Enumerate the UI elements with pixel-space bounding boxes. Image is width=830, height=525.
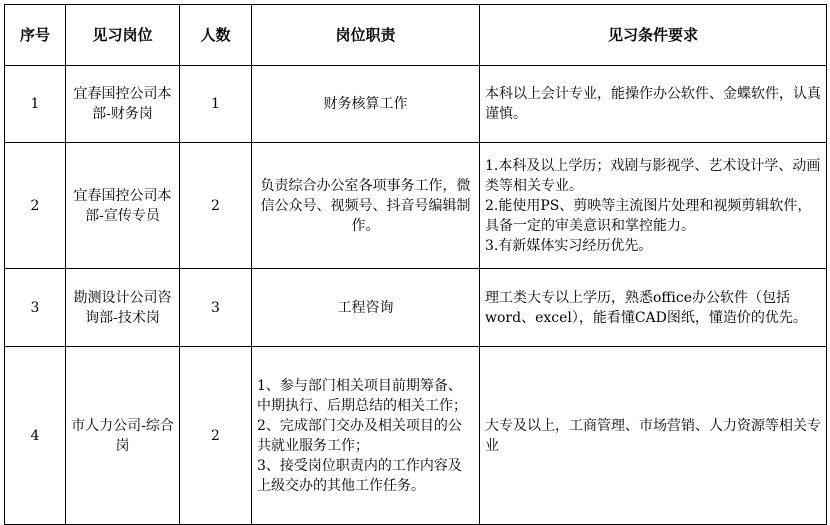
seq-text: 2 <box>30 197 40 214</box>
requirements-list <box>480 154 826 258</box>
table-row <box>5 347 827 525</box>
cell-requirements <box>480 66 827 143</box>
cell-requirements <box>480 347 827 525</box>
requirements-item: 1.本科及以上学历；戏剧与影视学、艺术设计学、动画类等相关专业。 <box>485 157 821 194</box>
cell-seq <box>5 347 66 525</box>
cell-count <box>180 66 252 143</box>
seq-text: 4 <box>30 427 40 444</box>
count-text: 3 <box>211 299 220 316</box>
cell-position <box>66 269 180 347</box>
header-requirements: 见习条件要求 <box>480 5 827 66</box>
requirements-text: 本科以上会计专业，能操作办公软件、金蝶软件，认真谨慎。 <box>485 86 821 122</box>
internship-table <box>4 4 827 525</box>
requirements-item: 2.能使用PS、剪映等主流图片处理和视频剪辑软件，具备一定的审美意识和掌控能力。 <box>485 197 812 234</box>
seq-text: 1 <box>30 96 40 112</box>
position-text: 勘测设计公司咨询部-技术岗 <box>73 289 172 326</box>
requirements-item: 3.有新媒体实习经历优先。 <box>485 237 653 254</box>
duties-item: 2、完成部门交办及相关项目的公共就业服务工作； <box>257 417 462 454</box>
header-count: 人数 <box>180 5 252 66</box>
duties-list <box>252 374 479 498</box>
position-text: 宜春国控公司本部-宣传专员 <box>73 187 172 224</box>
duties-item: 1、参与部门相关项目前期筹备、中期执行、后期总结的相关工作； <box>257 377 467 414</box>
count-text: 1 <box>211 96 220 112</box>
requirements-text: 大专及以上，工商管理、市场营销、人力资源等相关专业 <box>485 417 821 454</box>
cell-requirements <box>480 269 827 347</box>
duties-text: 负责综合办公室各项事务工作，微信公众号、视频号、抖音号编辑制作。 <box>260 177 471 234</box>
cell-duties <box>252 269 480 347</box>
job-table-container <box>4 4 827 525</box>
cell-duties <box>252 347 480 525</box>
cell-count <box>180 143 252 269</box>
position-text: 宜春国控公司本部-财务岗 <box>73 86 172 122</box>
count-text: 2 <box>211 427 220 444</box>
cell-position <box>66 143 180 269</box>
duties-text: 工程咨询 <box>337 299 394 316</box>
header-seq: 序号 <box>5 5 66 66</box>
cell-count <box>180 347 252 525</box>
cell-seq <box>5 66 66 143</box>
cell-duties <box>252 143 480 269</box>
seq-text: 3 <box>30 299 40 316</box>
header-duties: 岗位职责 <box>252 5 480 66</box>
table-row <box>5 66 827 143</box>
position-text: 市人力公司-综合岗 <box>71 417 174 454</box>
cell-position <box>66 66 180 143</box>
requirements-text: 理工类大专以上学历，熟悉office办公软件（包括word、excel），能看懂CAD图纸，懂造价的优先。 <box>485 289 807 326</box>
table-row <box>5 143 827 269</box>
table-row <box>5 269 827 347</box>
cell-seq <box>5 269 66 347</box>
count-text: 2 <box>211 197 220 214</box>
cell-count <box>180 269 252 347</box>
header-row <box>5 5 827 66</box>
duties-item: 3、接受岗位职责内的工作内容及上级交办的其他工作任务。 <box>257 457 462 494</box>
duties-text: 财务核算工作 <box>323 96 408 112</box>
cell-position <box>66 347 180 525</box>
cell-seq <box>5 143 66 269</box>
header-position: 见习岗位 <box>66 5 180 66</box>
cell-duties <box>252 66 480 143</box>
cell-requirements <box>480 143 827 269</box>
